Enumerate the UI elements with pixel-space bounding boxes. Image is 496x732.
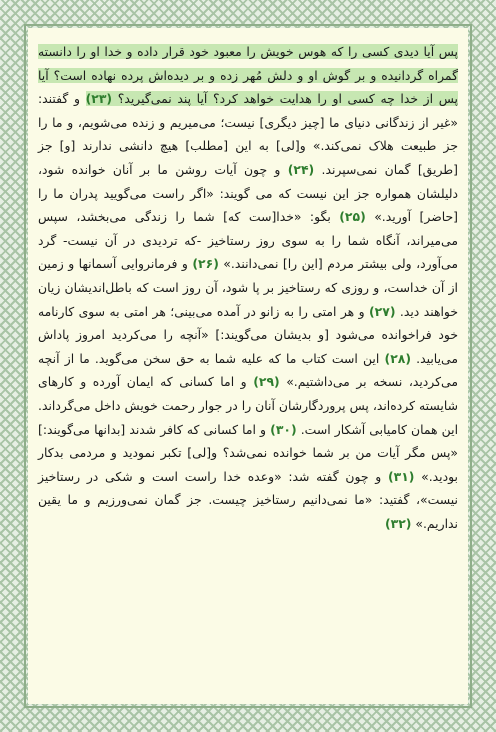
verse-paragraph	[38, 40, 458, 535]
verse-number: (۲۷)	[369, 303, 396, 319]
verse-segment: و فرمانروایی آسمانها و زمین از آن خداست، و روزی که رستاخیز بر پا شود، آن روز است که باطل‌اندیشان زیان خواهند دید.	[38, 256, 458, 319]
verse-number: (۲۹)	[253, 374, 280, 390]
verse-segment: این است کتاب ما که علیه شما به حق سخن می‌گوید. ما از آنچه می‌کردید، نسخه بر می‌داشتیم.»	[38, 350, 458, 390]
verse-number: (۳۱)	[387, 468, 415, 484]
verse-number: (۳۰)	[270, 421, 297, 437]
verse-segment: و هر امتی را به زانو در آمده می‌بینی؛ هر امتی به سوی کارنامه خود فراخوانده می‌شود [و بدیشان می‌گویند:] «آنچه را می‌کردید امروز پاداش می‌یابید.	[38, 303, 458, 366]
verse-number: (۲۵)	[339, 209, 366, 225]
verse-segment: و چون گفته شد: «وعده خدا راست است و شکی در رستاخیز نیست»، گفتید: «ما نمی‌دانیم رستاخیز چیست. جز گمان نمی‌ورزیم و ما یقین نداریم.»	[38, 468, 458, 531]
verse-number: (۲۳)	[85, 91, 113, 107]
verse-segment: و چون آیات روشن ما بر آنان خوانده شود، دلیلشان همواره جز این نیست که می گویند: «اگر راست می‌گویید پدران ما را [حاضر] آورید.»	[38, 161, 458, 225]
verse-number: (۳۲)	[384, 515, 412, 531]
verse-segment: و اما کسانی که کافر شدند [بدانها می‌گویند:] «پس مگر آیات من بر شما خوانده نمی‌شد؟ و[لی] تکبر نمودید و مردمی بدکار بودید.»	[38, 421, 458, 484]
verse-segment: بگو: «خدا[ست که] شما را زندگی می‌بخشد، سپس می‌میراند، آنگاه شما را به سوی روز رستاخیز -که تردیدی در آن نیست- گرد می‌آورد، ولی بیشتر مردم [این را] نمی‌دانند.»	[38, 209, 458, 272]
verse-segment: پس آیا دیدی کسی را که هوس خویش را معبود خود قرار داده و خدا او را دانسته گمراه گردانیده و بر گوش او و دلش مُهر زده و بر دیده‌اش پرده نهاده است؟ آیا پس از خدا چه کسی او را هدایت خواهد کرد؟ آیا پند نمی‌گیرید؟	[38, 44, 458, 107]
verse-segment: و اما کسانی که ایمان آورده و کارهای شایسته کرده‌اند، پس پروردگارشان آنان را در جوار رحمت خویش داخل می‌گرداند. این همان کامیابی آشکار است.	[38, 374, 459, 437]
verse-number: (۲۸)	[384, 350, 411, 366]
text-page	[28, 28, 468, 704]
verse-number: (۲۶)	[192, 256, 219, 272]
verse-segment: و گفتند: «غیر از زندگانی دنیای ما [چیز دیگری] نیست؛ می‌میریم و زنده می‌شویم، و ما را جز طبیعت هلاک نمی‌کند.» و[لی] به این [مطلب] هیچ دانشی ندارند [و] جز [طریق] گمان نمی‌سپرند.	[38, 91, 458, 177]
verse-number: (۲۴)	[287, 161, 315, 177]
